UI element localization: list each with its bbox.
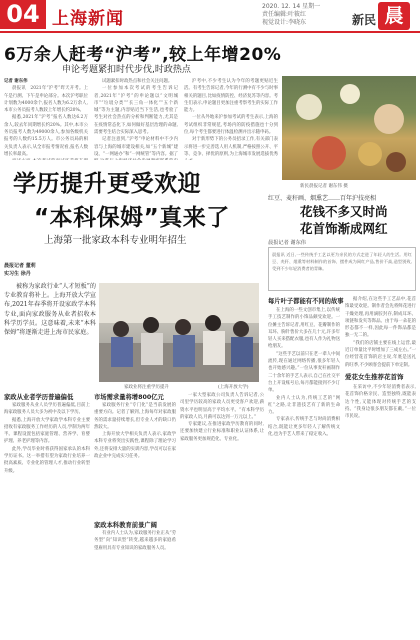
article2-paragraph: 在上海的一些文创市集上,以传统手工技艺制作的小饰品颇受欢迎。一位摊主告诉记者,用红豆、花瓣制作的耳环、胸针售价大多在几十元,许多年轻人买来搭配衣服,也有人作为礼物送给朋友。 [268, 308, 340, 350]
article3-lead-text: 被称为家政行业“人才短板”的专业教育将补上。上海开放大学宣布,2021年春季将开设家政学本科专业,面向家政服务从业者招收本科学历学员。这意味着,未来“本科保姆”将逐渐走进上海市民家庭。 [4, 283, 96, 337]
masthead-logo [352, 2, 416, 30]
article2-intro-box: 晨报讯 近日,一些传统手工艺以更为亲民的方式走进了年轻人的生活。用红豆、麦秆、烟熏等材料制作的首饰、摆件成为网红产品,售价不高,造型别致,受到不少年轻消费者的青睐。 [268, 247, 416, 291]
article3-column-right [180, 392, 264, 636]
article3-section-heading: 市场需求量将增800亿元 [94, 394, 164, 401]
edition-designer: 视觉设计:李晓东 [262, 19, 307, 26]
photo2-credit: (上海开放大学) [218, 385, 249, 390]
article2-paragraph: 据介绍,在这些手工艺品中,花首饰最受欢迎。制作者会先将鲜花进行干燥处理,再用滴胶封存,制成耳环、项链和发夹等饰品。由于每一朵花的形态都不一样,因此每一件饰品都是独一无二的。 [345, 297, 416, 339]
logo-badge: 晨 [378, 2, 410, 30]
article3-headline-line2: “本科保姆”真来了 [34, 205, 230, 231]
article2-byline: 晨报记者 谢东伟 [268, 240, 306, 246]
article2-section-heading: 每片叶子都能有不同的故事 [268, 298, 344, 305]
article1-headline: 6万余人赶考“沪考”,较上年增20% [4, 45, 282, 65]
article3-paragraph: 此外,学员毕业时将获得国家承认的本科学历证书。这一举措有望为家政行业培养一批高素质、专业化的管理人才,推动行业转型升级。 [4, 446, 90, 474]
photo-flower [374, 104, 404, 134]
classroom-illustration [99, 283, 259, 382]
article1-paragraph: 试题紧扣时政热点和社会关注问题。 [102, 79, 173, 84]
article1-paragraph: 晨报讯 2021年“沪考”昨天开考。上午是行测、下午是申论部分。本次沪考职位计划数为4000余个,报名人数为6.2万余人,本市公务员报考人数较上年增长约20%。 [4, 86, 88, 114]
photo1-caption: 新民晨报记者 谢东伟 摄 [300, 184, 348, 189]
article3-headline-line1: 学历提升更受欢迎 [13, 171, 201, 197]
photo-flower [386, 152, 406, 172]
article1-paragraph: 记者注意到,“沪考”申论材料中不少内容与上海的城市建设相关,如“五个新城”建设、“一网通办”和“一网统管”等内容。据了 [94, 137, 178, 157]
photo-flower [340, 84, 360, 104]
edition-info [262, 3, 320, 27]
article3-byline: 晨报记者 董莉 [4, 263, 36, 269]
article3-section-heading: 家政从业者学历普遍偏低 [4, 394, 74, 401]
article3-paragraph: 专家建议,在推进家政学历教育的同时,还要加快建立行业标准和职业认证体系,让家政服务更加规范化、专业化。 [180, 422, 264, 442]
article2-column-b [345, 296, 416, 636]
article3-paragraph: 一家大型家政公司负责人告诉记者,公司里学历较高的家政人员更受客户欢迎,薪资水平也明显高于平均水平。“有本科学历的家政人员,月薪可以达到一万元以上。” [180, 393, 264, 420]
article2-paragraph: 专家表示,传统手艺与时尚消费相结合,既能让更多年轻人了解传统文化,也为手艺人带来了稳定收入。 [268, 417, 340, 438]
article1-column-2 [94, 78, 178, 160]
classroom-photo [99, 283, 259, 382]
article2-paragraph: “这些手艺以前只在老一辈人中间流传,现在通过网络传播,很多年轻人也开始感兴趣。”一位从事麦秆画制作二十余年的手艺人表示,自己在社交平台上开设账号后,每月都能接到不少订单。 [268, 351, 340, 394]
article3-lead [4, 282, 96, 362]
article3-paragraph: 家政服务从业人员学历普遍偏低,目前上海家政服务人员大多为初中及以下学历。 [4, 403, 90, 416]
article1-paragraph: 据悉,2021年“沪考”报名人数达6.2万余人,较去年同期增长约20%。其中,本市公务员报考人数为49000余人,参加各级机关报考的人数约15.5万人。市公务员局的相关负责人表示,从全市报考情况看,报名人数增长率最高。 [4, 115, 88, 157]
article3-column-left [4, 402, 90, 636]
photo-flower [358, 142, 382, 166]
article1-paragraph: 一位从外地来沪参加考试的考生表示,上海的考试组织非常规范,考场内的防疫措施也十分到位,每个考生都要进行体温检测并出示随申码。 [184, 115, 278, 136]
article3-paragraph: 上海开放大学相关负责人表示,家政学本科专业将突出实践性,课程除了理论学习外,还将安排大量的实训内容,学员可以在家政企业中完成实习任务。 [94, 432, 176, 460]
edition-date: 2020. 12. 14 星期一 [262, 3, 321, 10]
article3-byline: 实习生 徐丹 [4, 271, 31, 277]
flower-jewelry-photo [282, 76, 416, 180]
article2-paragraph: “我们的店铺主要在线上运营,最近订单量比平时增加了三成左右。”一位经营花首饰的店主说,年底是送礼的旺季,不少顾客会提前下单定制。 [345, 340, 416, 368]
article2-headline-line2: 花首饰渐成网红 [300, 221, 388, 236]
photo-flower [312, 136, 346, 170]
photo2-caption: 家政业将注重学历提升 [124, 385, 169, 390]
article3-column-mid [94, 402, 176, 517]
article3-column-mid-2 [94, 530, 176, 636]
article3-section-heading: 家政本科教育前景广阔 [94, 522, 157, 529]
article3-paragraph: 家政服务行业“专门化”是当前发展的重要方向。记者了解到,上海每年对家政服务的需求量持续增长,但专业人才的缺口仍然较大。 [94, 403, 176, 430]
article2-paragraph: 在采访中,不少年轻消费者表示,花首饰价格亲民、造型独特,既能表达个性,又能体现对传统手艺的支持。“我身边很多朋友都在戴。”一位市民说。 [345, 384, 416, 420]
logo-text: 新民 [352, 13, 377, 27]
section-title: 上海新闻 [52, 9, 124, 29]
article2-section-heading: 爱花女生推荐花首饰 [345, 372, 404, 381]
article2-paragraph: 业内人士认为,传统工艺的“网红”之路,让非遗技艺有了新的生命力。 [268, 395, 340, 416]
article1-paragraph: 沪考中,不少考生认为今年的考题更贴近生活。有考生告诉记者,今年的行测中有不少与时事相关的题目,比如疫情防控、经济复苏等内容。考生们表示,申论题目更加注重考察考生的实际工作能力。 [184, 79, 278, 114]
article3-paragraph: 据悉,上海开放大学家政学本科专业主要招收有家政服务工作经历的人员,学制为两年半。课程设置包括家庭管理、营养学、育婴护理、养老护理等内容。 [4, 417, 90, 445]
article2-column-a [268, 307, 340, 637]
page-header [0, 0, 420, 34]
article3-paragraph: 有业内人士认为,家政服务行业正从“劳务型”向“知识型”转变,越来越多的家庭希望雇用具有专业知识的家政服务人员。 [94, 531, 176, 551]
header-rule [0, 31, 420, 33]
article1-column-1 [4, 78, 88, 160]
article1-paragraph [4, 158, 88, 160]
article1-subheadline: 申论考题紧扣时代步伐,时政热点 [62, 65, 191, 75]
article2-kicker: 红豆、麦秆画、烟熏艺……百年沪技亮相 [268, 195, 377, 202]
article1-column-3 [184, 78, 278, 160]
article1-byline: 记者 谢东伟 [4, 79, 28, 84]
article1-paragraph: 对于新形势下的公务员招录工作,有关部门表示将进一步完善选人用人机制,严格按照公开、平等、竞争、择优的原则,为上海城市发展选拔优秀 [184, 137, 278, 157]
article1-paragraph: 一位参加本次考试的考生告诉记者,2021年“沪考”的申论题以“文明城市”“垃圾分类”“长三角一体化”“五个新城”等为主题,内容贴近当下生活,也考验了考生对社会热点的分析和判断能力,尤其是在疫情常态化下,如何做好基层治理的命题,需要考生结合实际深入思考。 [94, 86, 178, 136]
article3-bylines [4, 262, 96, 280]
photo-flower [296, 94, 322, 120]
edition-editor: 责任编辑:叶筱红 [262, 11, 307, 18]
page-number: 04 [0, 0, 46, 29]
article3-subheadline: 上海第一批家政本科专业明年招生 [44, 235, 187, 246]
article2-headline-line1: 花钱不多又时尚 [300, 204, 388, 219]
